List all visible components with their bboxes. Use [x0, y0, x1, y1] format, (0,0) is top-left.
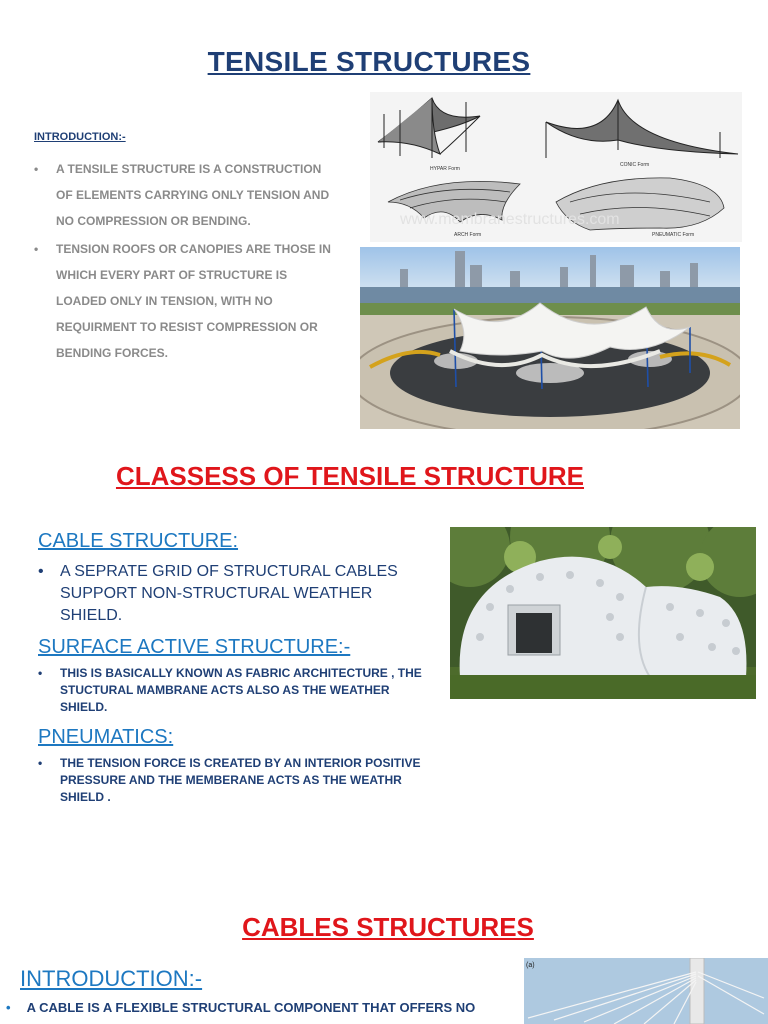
cable-point-text: A SEPRATE GRID OF STRUCTURAL CABLES SUPPORT NON-STRUCTURAL WEATHER SHIELD.: [60, 563, 398, 624]
pneumatics-heading: PNEUMATICS:: [38, 726, 174, 748]
cables-point-text: A CABLE IS A FLEXIBLE STRUCTURAL COMPONENT THAT OFFERS NO: [26, 1000, 476, 1015]
cables-introduction-heading: INTRODUCTION:-: [20, 966, 203, 991]
pneumatics-list: [38, 755, 433, 806]
pneumatic-pod-photo: [450, 527, 756, 699]
tensile-forms-image: [370, 92, 742, 242]
cables-structures-title: CABLES STRUCTURES: [242, 912, 534, 942]
bullet-icon: •: [38, 666, 43, 680]
cable-bridge-photo: [524, 958, 768, 1024]
classes-title: CLASSESS OF TENSILE STRUCTURE: [115, 461, 585, 491]
intro-point-text: TENSION ROOFS OR CANOPIES ARE THOSE IN WHICH EVERY PART OF STRUCTURE IS LOADED ONLY IN TENSION, WITH NO REQUIRMENT TO RESIST COMPRESSION OR BENDING FORCES.: [56, 242, 331, 360]
cables-intro-point: [0, 1000, 520, 1015]
page-title: TENSILE STRUCTURES: [207, 46, 531, 77]
pneumatic-point-text: THE TENSION FORCE IS CREATED BY AN INTERIOR POSITIVE PRESSURE AND THE MEMBERANE ACTS AS THE WEATHR SHIELD .: [60, 756, 421, 804]
bullet-icon: •: [38, 563, 44, 580]
introduction-list: [34, 156, 334, 368]
list-item: [34, 156, 334, 234]
form-label: ARCH Form: [454, 232, 482, 238]
introduction-heading: INTRODUCTION:-: [34, 131, 126, 143]
list-item: [34, 236, 334, 366]
watermark: www.membranestructures.com: [400, 211, 620, 228]
bullet-icon: •: [34, 242, 39, 256]
surface-point-text: THIS IS BASICALLY KNOWN AS FABRIC ARCHITECTURE , THE STUCTURAL MAMBRANE ACTS ALSO AS THE WEATHER SHIELD.: [60, 666, 422, 714]
list-item: [38, 665, 433, 716]
bullet-icon: •: [34, 162, 39, 176]
cable-structure-list: [38, 561, 433, 627]
bullet-icon: •: [6, 1000, 11, 1015]
list-item: [38, 755, 433, 806]
surface-active-list: [38, 665, 433, 716]
list-item: [38, 561, 433, 627]
surface-active-heading: SURFACE ACTIVE STRUCTURE:-: [38, 636, 351, 658]
form-label: CONIC Form: [620, 162, 650, 168]
form-label: PNEUMATIC Form: [652, 232, 695, 238]
cable-structure-heading: CABLE STRUCTURE:: [38, 530, 239, 552]
figure-tag: (a): [526, 962, 535, 969]
bullet-icon: •: [38, 756, 43, 770]
plaza-canopy-photo: [360, 247, 740, 429]
form-label: HYPAR Form: [430, 166, 460, 172]
intro-point-text: A TENSILE STRUCTURE IS A CONSTRUCTION OF ELEMENTS CARRYING ONLY TENSION AND NO COMPRESSION OR BENDING.: [56, 162, 330, 228]
